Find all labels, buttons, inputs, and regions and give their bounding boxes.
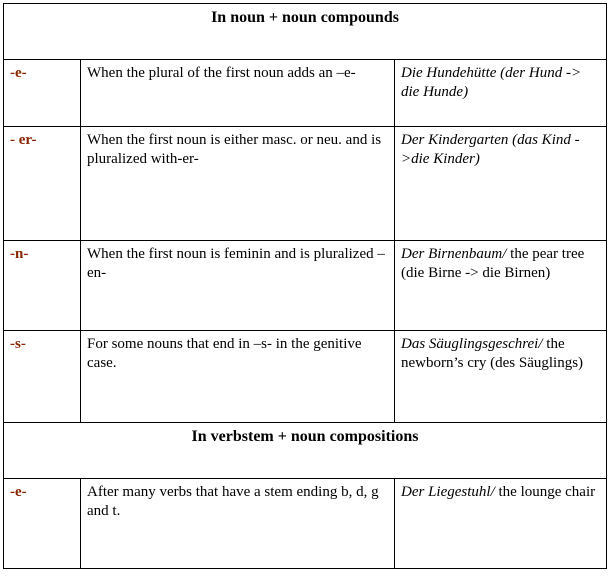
suffix-cell: -n- [4,241,81,331]
example-german: Der Birnenbaum/ [401,246,507,262]
section-header-noun-noun [4,4,607,60]
example-cell [395,331,607,423]
rule-cell: When the first noun is feminin and is pluralized –en- [81,241,395,331]
example-cell [395,241,607,331]
table-row [4,60,607,127]
example-german: Der Liegestuhl/ [401,484,495,500]
suffix-cell: -s- [4,331,81,423]
suffix-cell: -e- [4,479,81,569]
example-german: Das Säuglingsgeschrei/ [401,336,543,352]
table-row [4,479,607,569]
table-row [4,331,607,423]
rule-cell: When the first noun is either masc. or neu. and is pluralized with-er- [81,127,395,241]
rule-cell: After many verbs that have a stem ending b, d, g and t. [81,479,395,569]
table-row [4,241,607,331]
section-title: In verbstem + noun compositions [4,423,607,479]
suffix-cell: - er- [4,127,81,241]
rule-cell: For some nouns that end in –s- in the genitive case. [81,331,395,423]
table-row [4,127,607,241]
example-cell [395,60,607,127]
section-title: In noun + noun compounds [4,4,607,60]
rule-cell: When the plural of the first noun adds an –e- [81,60,395,127]
example-german: Die Hundehütte (der Hund -> die Hunde) [401,65,582,100]
suffix-cell: -e- [4,60,81,127]
example-german: Der Kindergarten (das Kind ->die Kinder) [401,132,580,167]
section-header-verbstem-noun [4,423,607,479]
example-translation: the newborn’s cry (des Säuglings) [401,336,584,371]
example-cell [395,479,607,569]
compound-rules-table [3,3,607,569]
example-cell [395,127,607,241]
example-translation: the pear tree (die Birne -> die Birnen) [401,246,585,281]
example-translation: the lounge chair [494,484,596,500]
